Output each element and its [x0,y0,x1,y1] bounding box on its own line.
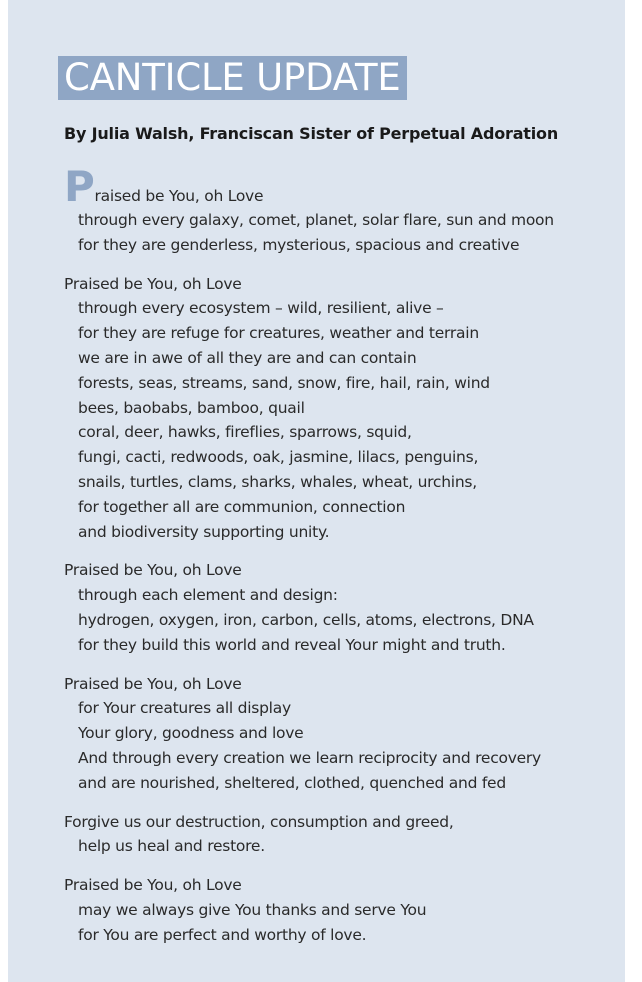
stanza-first-line: Praised be You, oh Love [64,561,242,580]
drop-cap: P [64,162,95,211]
poem-line: and biodiversity supporting unity. [78,522,330,541]
poem-line: we are in awe of all they are and can contain [78,348,417,367]
poem-line: bees, baobabs, bamboo, quail [78,398,305,417]
poem-line: through every ecosystem – wild, resilient, alive – [78,299,444,318]
stanza-2 [64,272,624,545]
stanza-5 [64,810,624,860]
poem-line: through each element and design: [78,586,338,605]
poem-line: forests, seas, streams, sand, snow, fire, hail, rain, wind [78,373,490,392]
poem-line: through every galaxy, comet, planet, solar flare, sun and moon [78,211,554,229]
poem-line: fungi, cacti, redwoods, oak, jasmine, lilacs, penguins, [78,448,479,467]
stanza-first-line: Praised be You, oh Love [64,674,242,693]
poem-line: for together all are communion, connection [78,497,406,516]
article-panel [8,0,625,982]
stanza-first-line: Praised be You, oh Love [64,876,242,895]
stanza-4 [64,672,624,796]
article-title: CANTICLE UPDATE [58,56,407,100]
stanza-1 [64,162,624,258]
poem-line: hydrogen, oxygen, iron, carbon, cells, atoms, electrons, DNA [78,610,534,629]
stanza-first-line: Forgive us our destruction, consumption and greed, [64,812,454,831]
stanza-first-line: Praised be You, oh Love [64,274,242,293]
poem [64,162,624,962]
first-line-text: raised be You, oh Love [94,187,264,205]
poem-line: for they are genderless, mysterious, spacious and creative [78,235,520,254]
byline: By Julia Walsh, Franciscan Sister of Perpetual Adoration [64,124,559,143]
poem-line: for they are refuge for creatures, weather and terrain [78,324,479,343]
poem-line: for they build this world and reveal Your might and truth. [78,635,506,654]
poem-line: And through every creation we learn reciprocity and recovery [78,748,541,767]
poem-line: Your glory, goodness and love [78,724,304,743]
poem-line: and are nourished, sheltered, clothed, quenched and fed [78,773,506,792]
poem-line: help us heal and restore. [78,837,265,856]
stanza-6 [64,873,624,947]
stanza-first-line [64,162,624,211]
poem-line: for You are perfect and worthy of love. [78,925,367,944]
poem-line: snails, turtles, clams, sharks, whales, wheat, urchins, [78,472,477,491]
poem-line: coral, deer, hawks, fireflies, sparrows, squid, [78,423,412,442]
stanza-3 [64,558,624,657]
poem-line: for Your creatures all display [78,699,291,718]
poem-line: may we always give You thanks and serve You [78,900,427,919]
